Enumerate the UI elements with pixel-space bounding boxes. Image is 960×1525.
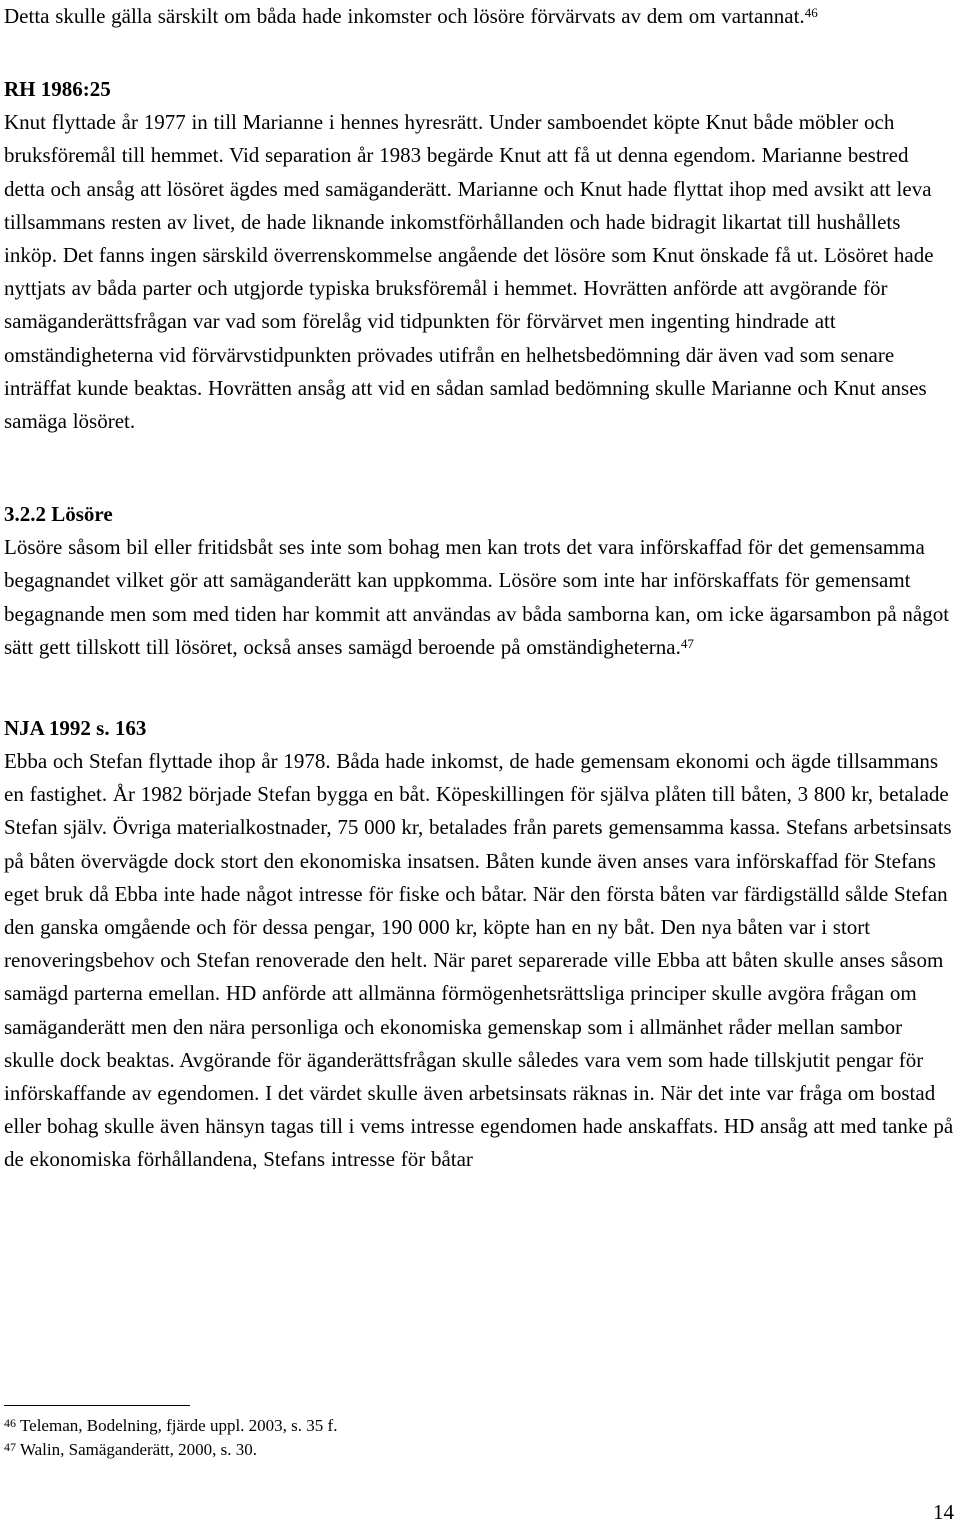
footnote-separator bbox=[4, 1405, 190, 1406]
section-heading-losore: 3.2.2 Lösöre bbox=[4, 502, 113, 527]
case-heading-rh-1986: RH 1986:25 bbox=[4, 77, 111, 102]
footnote-item bbox=[4, 1414, 337, 1438]
intro-text: Detta skulle gälla särskilt om båda hade inkomster och lösöre förvärvats av dem om vartannat. bbox=[4, 4, 805, 28]
footnote-item bbox=[4, 1438, 337, 1462]
case-body-rh-1986: Knut flyttade år 1977 in till Marianne i hennes hyresrätt. Under samboendet köpte Knut både möbler och bruksföremål till hemmet. Vid separation år 1983 begärde Knut att få ut denna egendom. Marianne bestred detta och ansåg att lösöret ägdes med samäganderätt. Marianne och Knut hade flyttat ihop med avsikt att leva tillsammans resten av livet, de hade liknande inkomstförhållanden och hade bidragit likartat till hushållets inköp. Det fanns ingen särskild överrenskommelse angående det lösöre som Knut önskade få ut. Lösöret hade nyttjats av båda parter och utgjorde typiska bruksföremål i hemmet. Hovrätten anförde att avgörande för samäganderättsfrågan var vad som förelåg vid tidpunkten för förvärvet men ingenting hindrade att omständigheterna vid förvärvstidpunkten prövades utifrån en helhetsbedömning där även vad som senare inträffat kunde beaktas. Hovrätten ansåg att vid en sådan samlad bedömning skulle Marianne och Knut anses samäga lösöret. bbox=[4, 110, 934, 434]
footnote-text: Walin, Samäganderätt, 2000, s. 30. bbox=[19, 1440, 258, 1459]
page-number: 14 bbox=[933, 1500, 954, 1524]
case-body-nja-1992: Ebba och Stefan flyttade ihop år 1978. Båda hade inkomst, de hade gemensam ekonomi och ägde tillsammans en fastighet. År 1982 började Stefan bygga en båt. Köpeskillingen för själva plåten till båten, 3 800 kr, betalade Stefan själv. Övriga materialkostnader, 75 000 kr, betalades från parets gemensamma kassa. Stefans arbetsinsats på båten övervägde dock stort den ekonomiska insatsen. Båten kunde även anses vara införskaffad för Stefans eget bruk då Ebba inte hade något intresse för fiske och båtar. När den första båten var färdigställd sålde Stefan den ganska omgående och för dessa pengar, 190 000 kr, köpte han en ny båt. Den nya båten var i stort renoveringsbehov och Stefan renoverade den helt. När paret separerade ville Ebba att båten skulle anses såsom samägd parterna emellan. HD anförde att allmänna förmögenhetsrättsliga principer skulle avgöra frågan om samäganderätt men den nära personliga och ekonomiska gemenskap som i allmänhet råder mellan sambor skulle dock beaktas. Avgörande för äganderättsfrågan skulle således vara vem som hade tillskjutit pengar för införskaffande av egendomen. I det värdet skulle även arbetsinsats räknas in. När det inte var fråga om bostad eller bohag skulle även hänsyn tagas till i vems intresse egendomen hade anskaffats. HD ansåg att med tanke på de ekonomiska förhållandena, Stefans intresse för båtar bbox=[4, 749, 954, 1172]
footnote-ref-47: 47 bbox=[680, 635, 694, 651]
intro-paragraph bbox=[4, 0, 954, 33]
footnote-number: 46 bbox=[4, 1416, 16, 1430]
footnote-number: 47 bbox=[4, 1440, 16, 1454]
section-body-losore bbox=[4, 531, 954, 664]
footnote-ref-46: 46 bbox=[804, 5, 818, 20]
footnote-text: Teleman, Bodelning, fjärde uppl. 2003, s. 35 f. bbox=[19, 1416, 338, 1435]
section-body-text: Lösöre såsom bil eller fritidsbåt ses inte som bohag men kan trots det vara införskaffad för det gemensamma begagnandet vilket gör att samäganderätt kan uppkomma. Lösöre som inte har införskaffats för gemensamt begagnande men som med tiden har kommit att användas av båda samborna kan, om icke ägarsambon på något sätt gett tillskott till lösöret, också anses samägd beroende på omständigheterna. bbox=[4, 535, 950, 659]
case-heading-nja-1992: NJA 1992 s. 163 bbox=[4, 716, 147, 741]
document-page bbox=[4, 0, 954, 1177]
footnotes bbox=[4, 1414, 337, 1462]
